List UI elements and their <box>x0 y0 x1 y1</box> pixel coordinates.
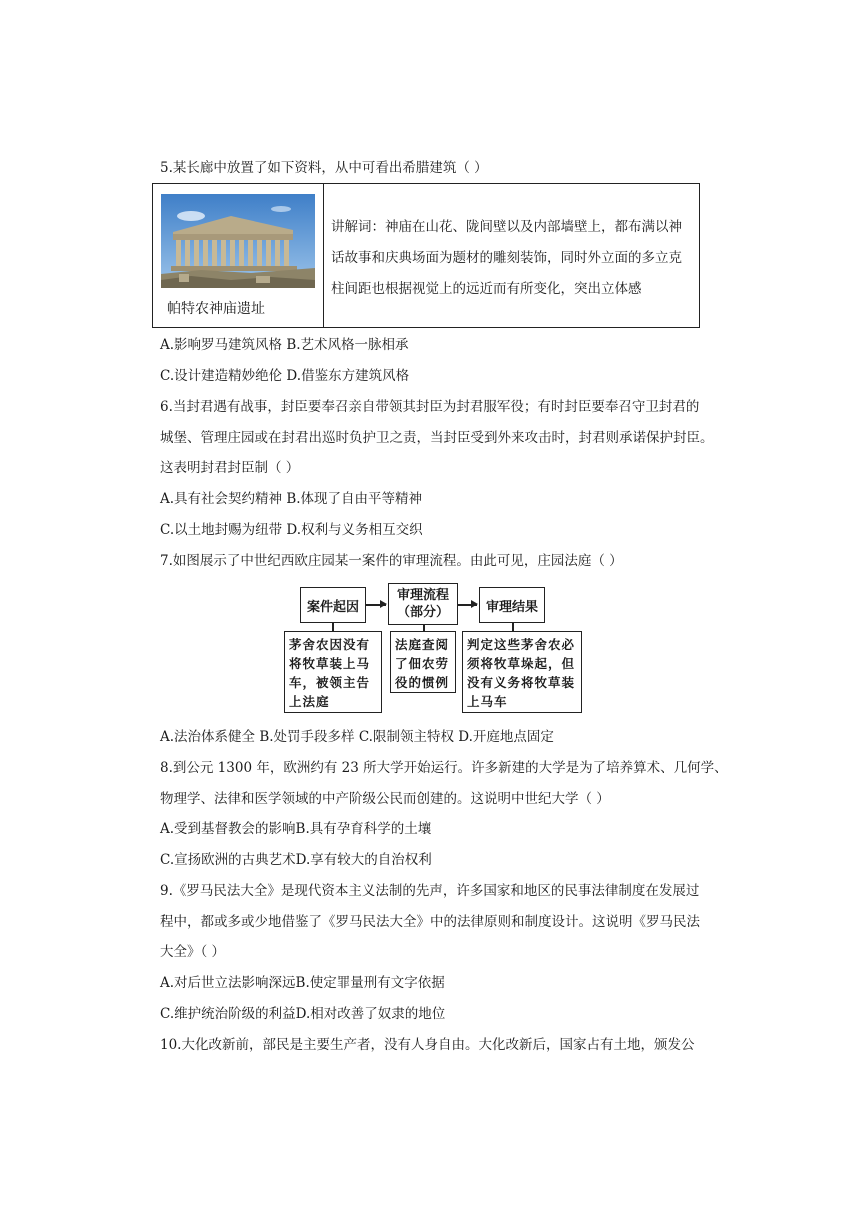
q7-stem: 7.如图展示了中世纪西欧庄园某一案件的审理流程。由此可见，庄园法庭（ ） <box>160 553 623 569</box>
q9-options-cd: C.维护统治阶级的利益D.相对改善了奴隶的地位 <box>160 1006 446 1022</box>
q7-options: A.法治体系健全 B.处罚手段多样 C.限制领主特权 D.开庭地点固定 <box>160 729 554 745</box>
flow-connector <box>512 623 514 631</box>
flow-note-result: 判定这些茅舍农必须将牧草垛起，但没有义务将牧草装上马车 <box>462 631 582 713</box>
q5-material-table <box>152 183 700 328</box>
q8-options-cd: C.宣扬欧洲的古典艺术D.享有较大的自治权利 <box>160 852 432 868</box>
flow-note-process: 法庭查阅了佃农劳役的惯例 <box>390 631 456 693</box>
commentary-text: 讲解词：神庙在山花、陇间壁以及内部墙壁上，都布满以神话故事和庆典场面为题材的雕刻装饰，同时外立面的多立克柱间距也根据视觉上的远近而有所变化，突出立体感 <box>331 219 682 297</box>
flow-arrow <box>366 604 386 606</box>
q6-stem-line1: 6.当封君遇有战事，封臣要奉召亲自带领其封臣为封君服军役；有时封臣要奉召守卫封君的 <box>160 399 700 415</box>
q5-options-ab: A.影响罗马建筑风格 B.艺术风格一脉相承 <box>160 337 409 353</box>
q9-options-ab: A.对后世立法影响深远B.使定罪量刑有文字依据 <box>160 975 445 991</box>
flow-note-cause: 茅舍农因没有将牧草装上马车，被领主告上法庭 <box>284 631 382 713</box>
table-divider <box>323 184 324 327</box>
q6-options-ab: A.具有社会契约精神 B.体现了自由平等精神 <box>160 491 423 507</box>
q6-stem-line2: 城堡、管理庄园或在封君出巡时负护卫之责，当封臣受到外来攻击时，封君则承诺保护封臣。 <box>160 430 714 446</box>
q9-stem-line2: 程中，都或多或少地借鉴了《罗马民法大全》中的法律原则和制度设计。这说明《罗马民法 <box>160 914 700 930</box>
q5-options-cd: C.设计建造精妙绝伦 D.借鉴东方建筑风格 <box>160 368 410 384</box>
q6-options-cd: C.以土地封赐为纽带 D.权利与义务相互交织 <box>160 522 423 538</box>
q8-options-ab: A.受到基督教会的影响B.具有孕育科学的土壤 <box>160 821 432 837</box>
parthenon-photo <box>161 194 315 288</box>
q8-stem-line2: 物理学、法律和医学领域的中产阶级公民而创建的。这说明中世纪大学（ ） <box>160 791 610 807</box>
q9-stem-line1: 9.《罗马民法大全》是现代资本主义法制的先声，许多国家和地区的民事法律制度在发展过 <box>160 883 700 899</box>
flow-connector <box>332 623 334 631</box>
trial-flowchart <box>284 582 584 714</box>
q9-stem-line3: 大全》（ ） <box>160 944 226 960</box>
flow-box-process: 审理流程（部分） <box>388 583 458 625</box>
flow-box-cause: 案件起因 <box>300 587 366 623</box>
flow-arrow <box>458 604 477 606</box>
flow-box-result: 审理结果 <box>479 587 545 623</box>
q5-stem: 5.某长廊中放置了如下资料，从中可看出希腊建筑（ ） <box>160 160 488 176</box>
q6-stem-line3: 这表明封君封臣制（ ） <box>160 460 300 476</box>
image-caption: 帕特农神庙遗址 <box>167 301 265 317</box>
q10-stem-line1: 10.大化改新前，部民是主要生产者，没有人身自由。大化改新后，国家占有土地，颁发公 <box>160 1037 695 1053</box>
q8-stem-line1: 8.到公元 1300 年，欧洲约有 23 所大学开始运行。许多新建的大学是为了培养算术、几何学、 <box>160 760 728 776</box>
